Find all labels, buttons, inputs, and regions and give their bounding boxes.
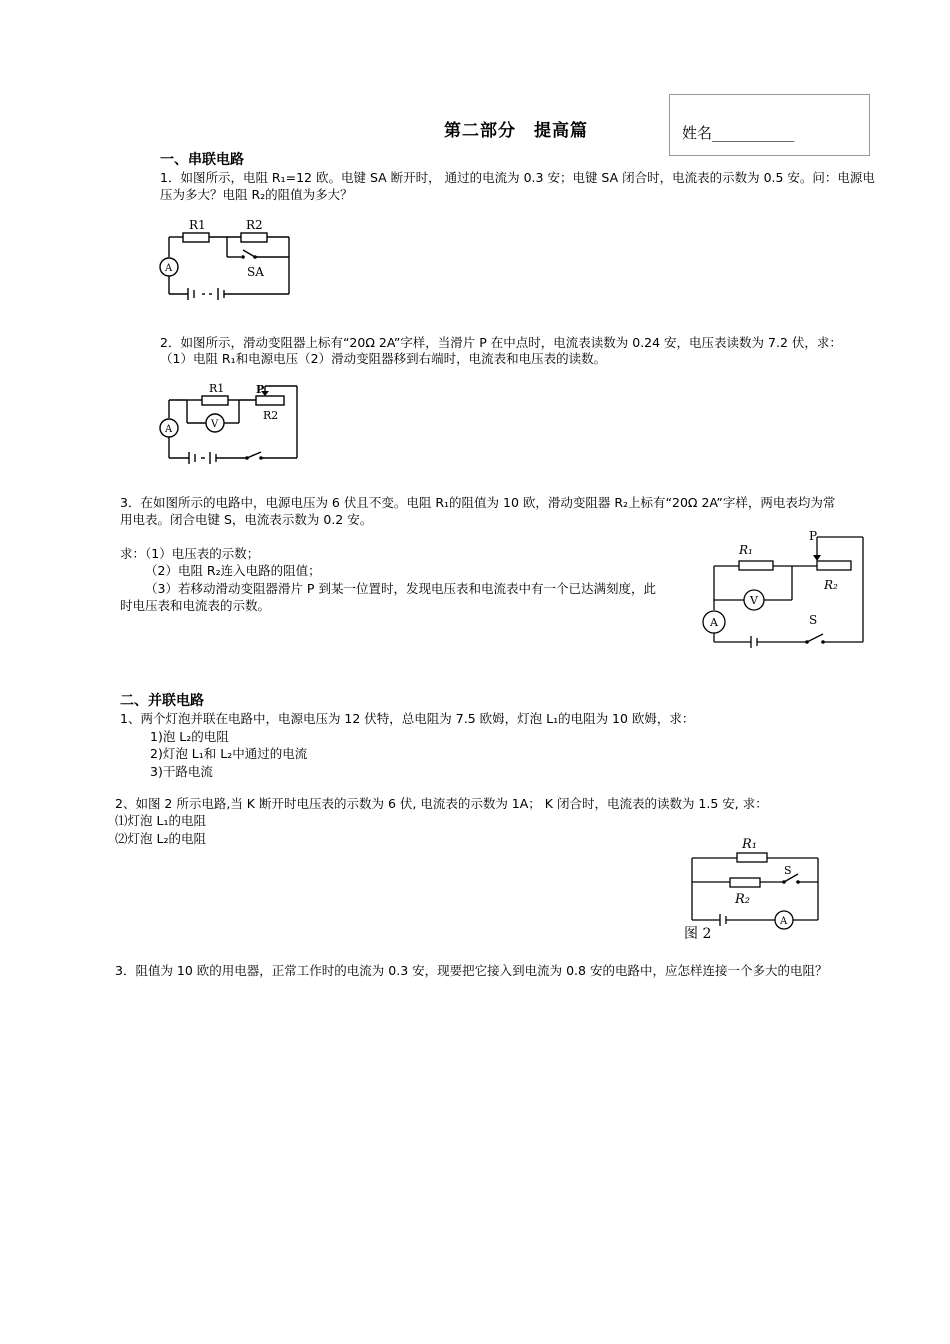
label-r2: R2 [263,409,279,422]
label-r1: R1 [189,218,206,232]
label-r2: R₂ [735,892,750,907]
switch [247,452,261,458]
label-r1: R₁ [739,543,753,557]
section-heading-series: 一、串联电路 [160,152,244,168]
figure-caption: 图 2 [684,926,712,942]
label-voltmeter: V [211,419,219,430]
section-heading-parallel: 二、并联电路 [120,693,204,709]
question-2-line1: 2．如图所示，滑动变阻器上标有“20Ω 2A”字样，当滑片 P 在中点时，电流表读数为 0.24 安，电压表读数为 7.2 伏，求： [160,335,842,350]
label-s: S [784,864,792,877]
label-s: S [809,613,818,627]
circuit-diagram-q2 [155,378,310,466]
label-r2: R₂ [824,578,838,592]
question-1-line2: 压为多大？电阻 R₂的阻值为多大？ [160,187,353,202]
question-1-line1: 1．如图所示，电阻 R₁=12 欧。电键 SA 断开时， 通过的电流为 0.3 安；电键 SA 闭合时，电流表的示数为 0.5 安。问：电源电 [160,170,875,185]
parallel-question-1-sub3: 3)干路电流 [150,764,213,779]
label-ammeter: A [710,616,718,629]
parallel-question-1-sub1: 1)泡 L₂的电阻 [150,729,229,744]
question-3-line2: 用电表。闭合电键 S，电流表示数为 0.2 安。 [120,512,373,527]
switch-sa [243,250,255,257]
parallel-question-2-sub1: ⑴灯泡 L₁的电阻 [115,813,206,828]
resistor-r2 [730,878,760,887]
resistor-r1 [202,396,228,405]
resistor-r1 [739,561,773,570]
parallel-question-2-line1: 2、如图 2 所示电路,当 K 断开时电压表的示数为 6 伏, 电流表的示数为 1A； K 闭合时，电流表的读数为 1.5 安, 求： [115,796,768,811]
label-p: P [256,383,265,396]
question-2-line2: （1）电阻 R₁和电源电压（2）滑动变阻器移到右端时，电流表和电压表的读数。 [160,351,607,366]
label-p: P [809,529,818,543]
question-3-ask3b: 时电压表和电流表的示数。 [120,598,271,613]
rheostat-r2 [817,561,851,570]
resistor-r1 [183,233,209,242]
label-r1: R₁ [742,837,757,852]
label-ammeter: A [165,424,173,435]
label-ammeter: A [165,263,173,274]
name-box [669,94,870,156]
label-voltmeter: V [750,594,758,607]
question-3-line1: 3．在如图所示的电路中，电源电压为 6 伏且不变。电阻 R₁的阻值为 10 欧，滑动变阻器 R₂上标有“20Ω 2A”字样，两电表均为常 [120,495,836,510]
switch-s [807,634,823,642]
resistor-r1 [737,853,767,862]
page-title: 第二部分 提高篇 [444,121,588,141]
parallel-question-2-sub2: ⑵灯泡 L₂的电阻 [115,831,206,846]
label-sa: SA [247,265,264,279]
label-r2: R2 [246,218,263,232]
circuit-diagram-figure-2 [680,832,830,944]
circuit-diagram-q3 [696,526,876,650]
parallel-question-1-sub2: 2)灯泡 L₁和 L₂中通过的电流 [150,746,308,761]
question-3-ask3a: （3）若移动滑动变阻器滑片 P 到某一位置时，发现电压表和电流表中有一个已达满刻度，此 [145,581,656,596]
question-3-ask2: （2）电阻 R₂连入电路的阻值； [145,563,321,578]
resistor-r2 [241,233,267,242]
parallel-question-1-line1: 1、两个灯泡并联在电路中，电源电压为 12 伏特，总电阻为 7.5 欧姆，灯泡 L₁的电阻为 10 欧姆，求： [120,711,695,726]
label-r1: R1 [209,382,225,395]
parallel-question-3-line1: 3．阻值为 10 欧的用电器，正常工作时的电流为 0.3 安，现要把它接入到电流为 0.8 安的电路中，应怎样连接一个多大的电阻？ [115,963,828,978]
label-ammeter: A [780,916,788,927]
question-3-ask1: 求：（1）电压表的示数； [120,546,260,561]
circuit-diagram-q1 [155,212,305,304]
rheostat-r2 [256,396,284,405]
name-label: 姓名___________ [682,124,795,142]
